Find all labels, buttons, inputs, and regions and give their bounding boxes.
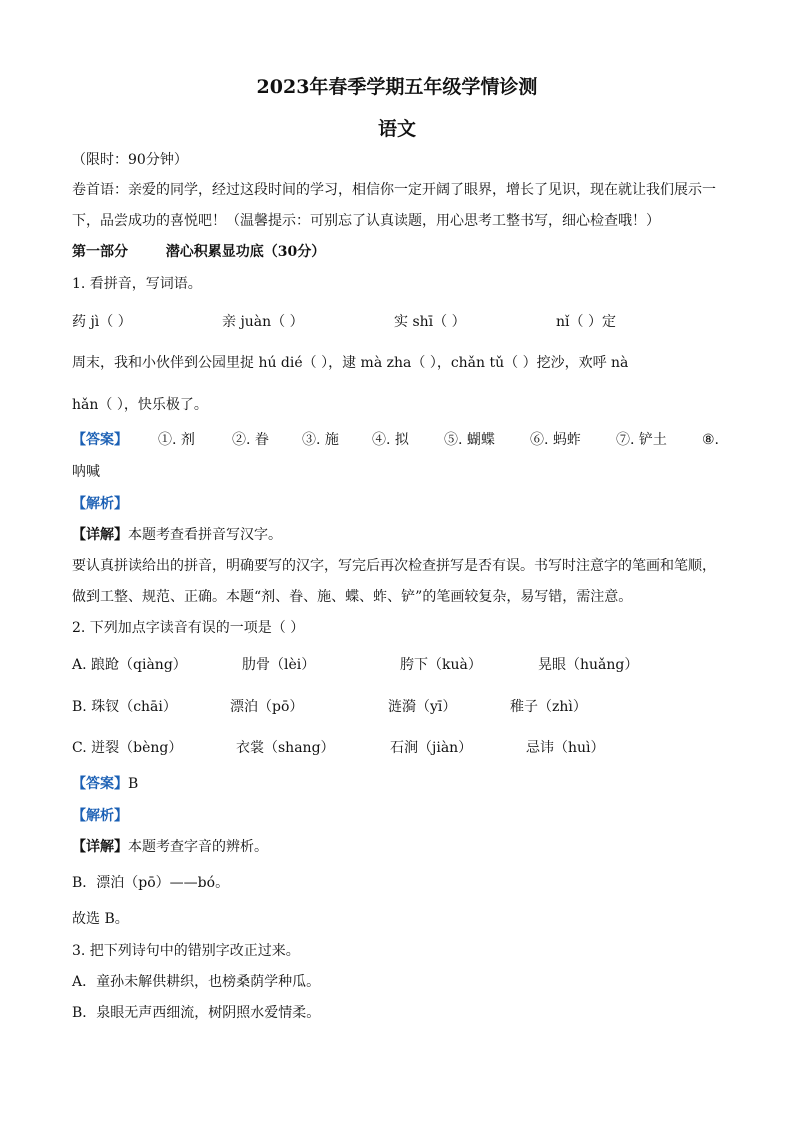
q2-detail-text: 本题考查字音的辨析。 [128,839,268,855]
q1-answer-7: ⑦. 铲土 [616,432,667,448]
q1-sentence-line-2: hǎn（ ），快乐极了。 [72,397,208,413]
q1-stem: 1. 看拼音，写词语。 [72,276,202,292]
q2-answer-tag: 【答案】 [72,776,128,792]
q1-detail-text: 本题考查看拼音写汉字。 [128,527,282,543]
q2-detail-tag: 【详解】 [72,839,128,855]
q2-choice: 故选 B。 [72,911,129,927]
q1-blank-4: nǐ（ ）定 [556,314,616,330]
q1-sentence-line-1: 周末，我和小伙伴到公园里捉 hú dié（ ），逮 mà zha（ ），chǎn tǔ（ ）挖沙，欢呼 nà [72,355,629,371]
q1-detail-tag: 【详解】 [72,527,128,543]
q2-option-b-4: 稚子（zhì） [510,699,587,715]
part-subtitle: 潜心积累显功底（30分） [165,244,326,260]
q2-answer-value: B [128,776,139,792]
q2-option-b-3: 涟漪（yī） [388,699,457,715]
q1-note-line-1: 要认真拼读给出的拼音，明确要写的汉字，写完后再次检查拼写是否有误。书写时注意字的笔画和笔顺， [72,558,716,574]
q2-option-a-1: A. 踉跄（qiàng） [72,657,187,673]
q3-item-b: B．泉眼无声西细流，树阴照水爱情柔。 [72,1005,321,1021]
q1-answer-8: ⑧. [702,432,720,448]
q1-answer-1: ①. 剂 [158,432,195,448]
q2-analysis-tag: 【解析】 [72,808,128,824]
q1-answer-continued: 呐喊 [72,464,100,480]
part-heading [72,242,325,262]
q2-option-a-3: 胯下（kuà） [400,657,482,673]
q3-item-a: A．童孙未解供耕织，也榜桑荫学种瓜。 [72,974,321,990]
q1-blank-2: 亲 juàn（ ） [222,314,304,330]
q2-answer [72,774,138,794]
q1-detail [72,525,282,545]
subject-title: 语文 [377,118,416,140]
preface-line-2: 下，品尝成功的喜悦吧！（温馨提示：可别忘了认真读题，用心思考工整书写，细心检查哦！） [72,213,660,229]
q2-stem: 2. 下列加点字读音有误的一项是（ ） [72,620,305,636]
q2-option-b-1: B. 珠钗（chāi） [72,699,177,715]
time-limit: （限时：90分钟） [72,152,188,168]
q2-option-c-1: C. 迸裂（bèng） [72,740,183,756]
part-title: 第一部分 [72,244,128,260]
q1-answer-5: ⑤. 蝴蝶 [444,432,495,448]
q3-stem: 3. 把下列诗句中的错别字改正过来。 [72,943,300,959]
q1-answer-6: ⑥. 蚂蚱 [530,432,581,448]
q2-option-b-2: 漂泊（pō） [230,699,304,715]
q2-detail [72,837,268,857]
q1-blank-3: 实 shī（ ） [394,314,466,330]
q2-option-c-2: 衣裳（shang） [236,740,335,756]
q1-answer-tag: 【答案】 [72,432,128,448]
q2-explanation: B．漂泊（pō）——bó。 [72,875,230,891]
q1-answer-2: ②. 眷 [232,432,269,448]
q1-answer-3: ③. 施 [302,432,339,448]
q1-note-line-2: 做到工整、规范、正确。本题“剂、眷、施、蝶、蚱、铲”的笔画较复杂，易写错，需注意。 [72,589,633,605]
preface-line-1: 卷首语：亲爱的同学，经过这段时间的学习，相信你一定开阔了眼界，增长了见识，现在就让我们展示一 [72,182,716,198]
q1-answer-4: ④. 拟 [372,432,409,448]
q2-option-c-4: 忌讳（huì） [526,740,605,756]
q1-analysis-tag: 【解析】 [72,496,128,512]
document-title: 2023年春季学期五年级学情诊测 [256,76,538,98]
q2-option-c-3: 石涧（jiàn） [390,740,473,756]
q1-blank-1: 药 jì（ ） [72,314,132,330]
q2-option-a-4: 晃眼（huǎng） [538,657,639,673]
q2-option-a-2: 肋骨（lèi） [242,657,316,673]
